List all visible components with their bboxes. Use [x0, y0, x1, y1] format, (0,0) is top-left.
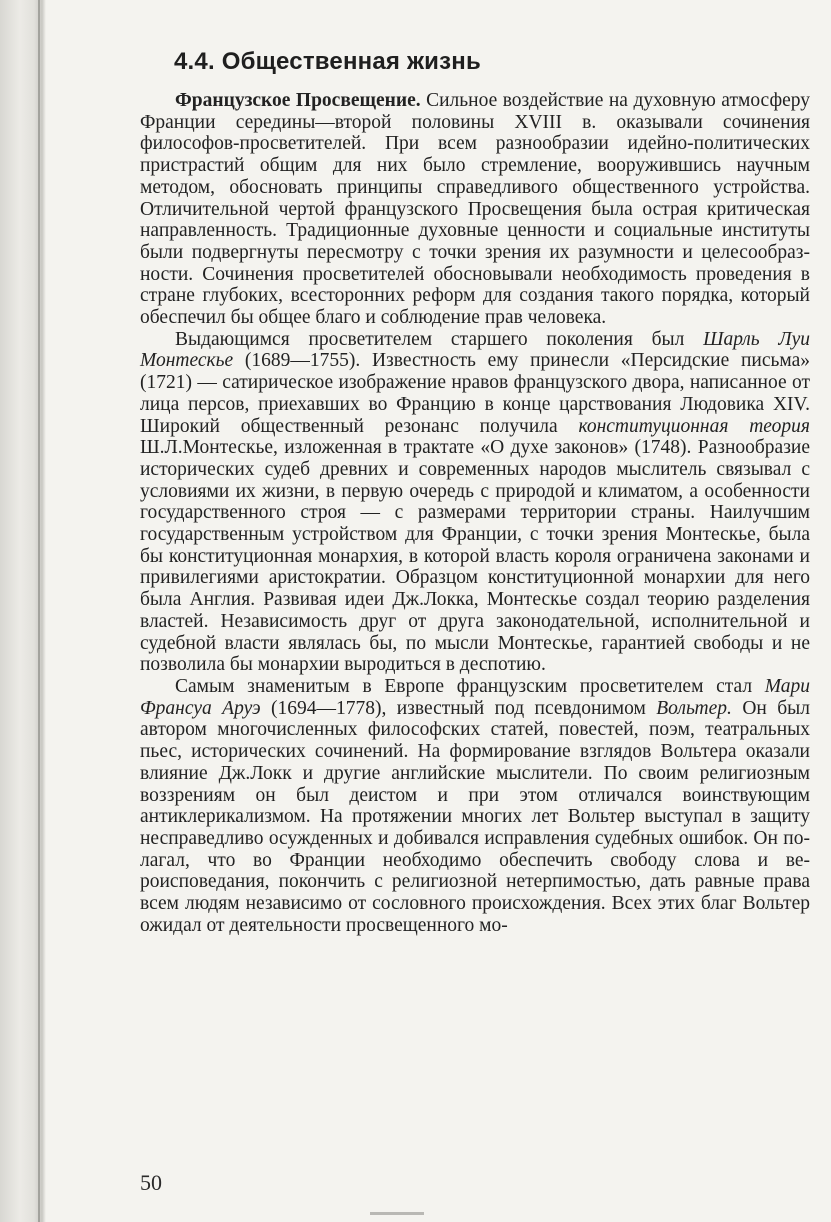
bottom-scan-mark: [370, 1212, 424, 1215]
section-heading: 4.4. Общественная жизнь: [174, 48, 481, 75]
paragraph-french-enlightenment: [140, 90, 810, 329]
term-constitutional-theory: конституционная теория: [578, 415, 810, 437]
person-name-arouet: Мари Франсуа Аруэ: [140, 675, 810, 719]
paragraph-text: Самым знаменитым в Европе французским просветителем стал: [175, 675, 765, 697]
paragraph-voltaire: [140, 676, 810, 936]
page-number: 50: [140, 1170, 162, 1195]
paragraph-text: (1689—1755). Известность ему принесли «Персидские письма» (1721) — сатирическое изображение нравов французского двора, написанное от лица персов, приехавших во Францию в конце царствования Людовика XIV. Широкий общественный резонанс получила: [140, 350, 810, 437]
pseudonym-voltaire: Вольтер.: [656, 697, 732, 719]
paragraph-text: (1694—1778), известный под псевдонимом: [260, 697, 657, 719]
paragraph-text: Сильное воздействие на духовную атмосферу Франции середины—второй половины XVIII в. оказывали сочинения философов-просветителей. При всем разнообразии идейно-политических пристрастий общим для них было стремление, вооружившись научным методом, обосновать принципы справедливого общественного устройства. Отличительной чертой французского Просвещения была острая критическая направленность. Традиционные духовные ценности и социальные институты были подвергнуты пересмотру с точки зрения их разумности и целесообразности. Сочинения просветителей обосновывали необходимость проведения в стране глубоких, всесторонних реформ для создания такого порядка, который обеспечил бы общее благо и соблюдение прав человека.: [140, 90, 810, 329]
paragraph-text: Он был автором многочисленных философских статей, повестей, поэм, театральных пьес, исторических сочинений. На формирование взглядов Вольтера оказали влияние Дж.Локк и другие английские мыслители. По своим религиозным воззрениям он был деистом и при этом отличался воинствующим антиклерикализмом. На протяжении многих лет Вольтер выступал в защиту несправедливо осужденных и добивался исправления судебных ошибок. Он полагал, что во Франции необходимо обеспечить свободу слова и вероисповедания, покончить с религиозной нетерпимостью, дать равные права всем людям независимо от сословного происхождения. Всех этих благ Вольтер ожидал от деятельности просвещенного мо-: [140, 697, 810, 936]
page-content: [140, 40, 810, 936]
person-name-montesquieu: Шарль Луи Монтескье: [140, 328, 810, 372]
paragraph-montesquieu: [140, 329, 810, 676]
paragraph-text: Ш.Л.Монтескье, изложенная в трактате «О духе законов» (1748). Разнообразие исторических судеб древних и современных народов мыслитель связывал с условиями их жизни, в первую очередь с природой и климатом, а особенности государственного строя — с размерами территории страны. Наилучшим государственным устройством для Франции, с точки зрения Монтескье, была бы конституционная монархия, в которой власть короля ограничена законами и привилегиями аристократии. Образцом конституционной монархии для него была Англия. Развивая идеи Дж.Локка, Монтескье создал теорию разделения властей. Независимость друг от друга законодательной, исполнительной и судебной власти являлась бы, по мысли Монтескье, гарантией свободы и не позволила бы монархии выродиться в деспотию.: [140, 437, 810, 676]
paragraph-text: Выдающимся просветителем старшего поколения был: [175, 328, 704, 350]
binding-edge-line: [38, 0, 40, 1222]
paragraph-lead: Французское Просвещение.: [175, 90, 421, 111]
